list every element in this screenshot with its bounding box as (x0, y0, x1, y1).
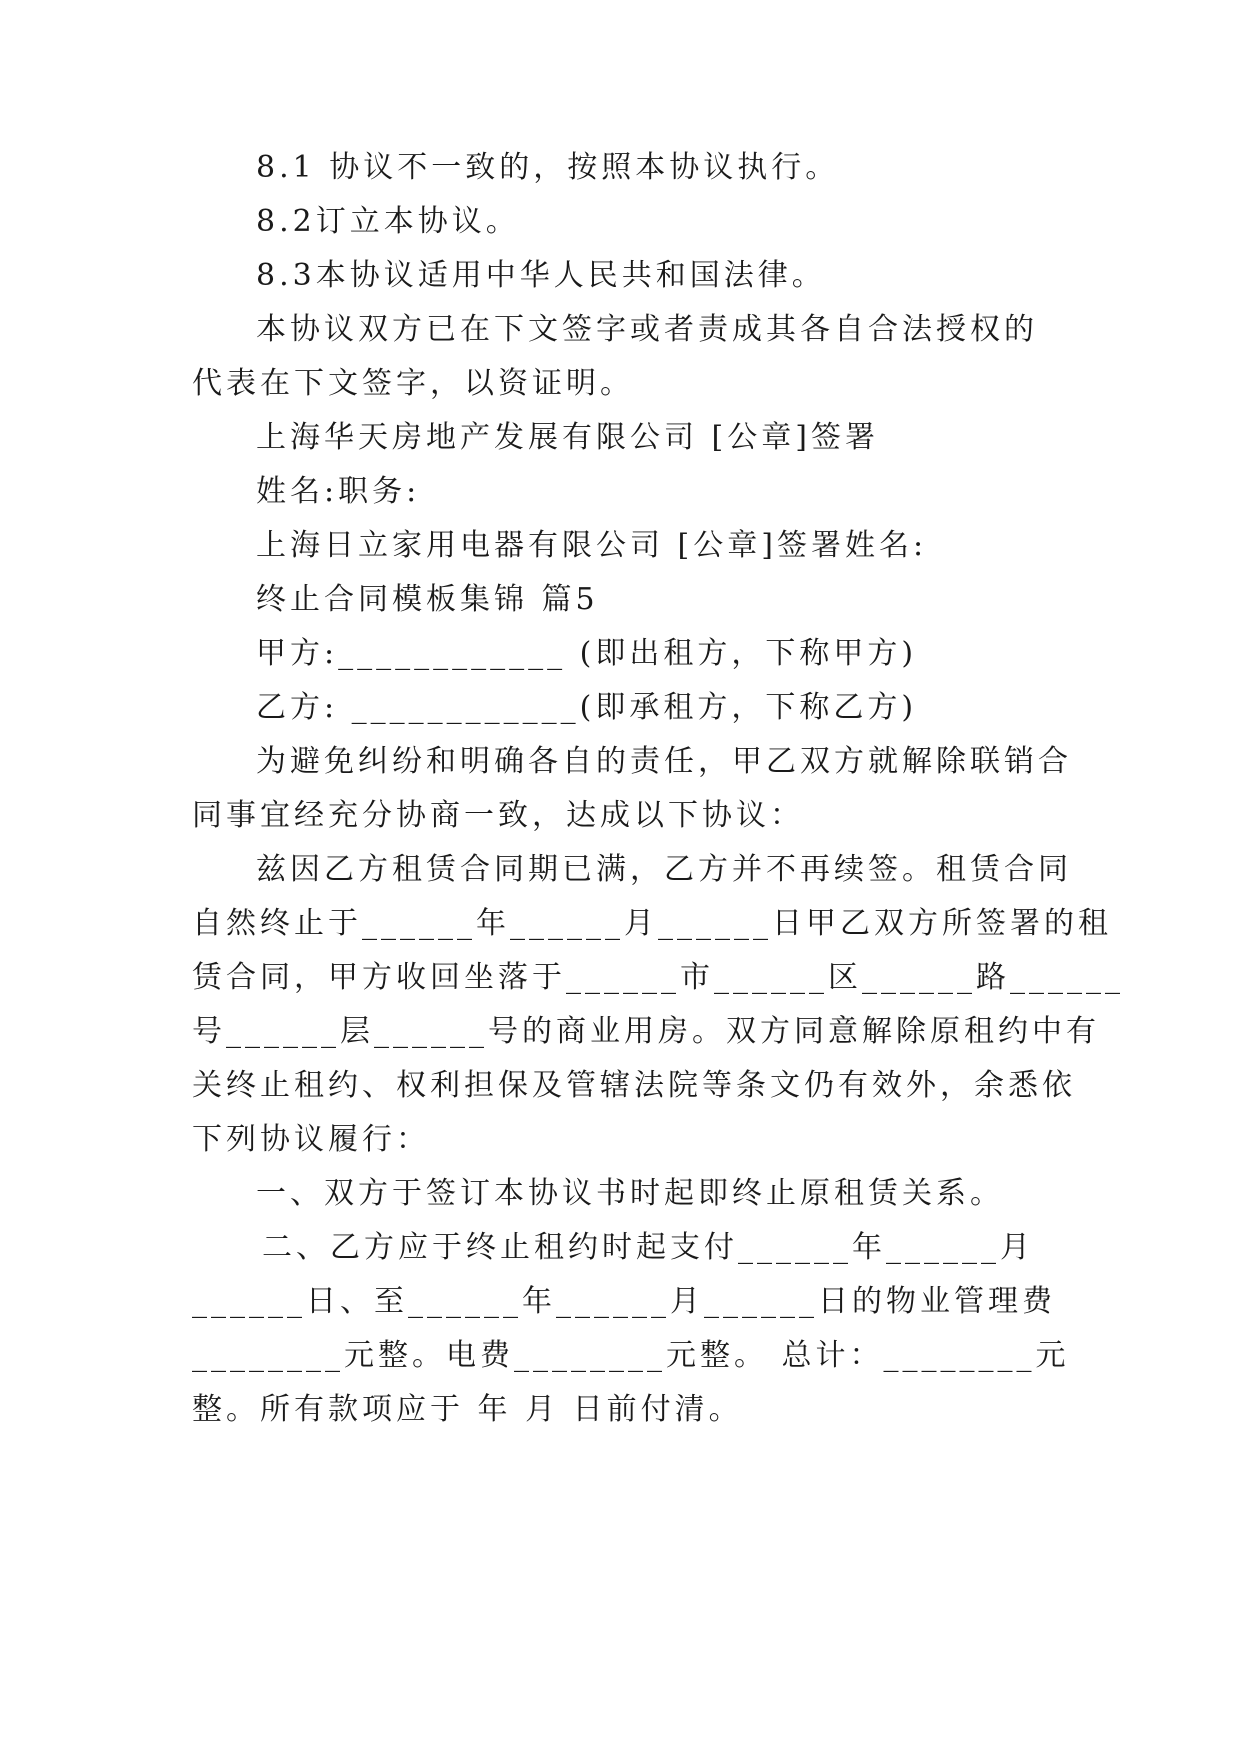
article-one: 一、双方于签订本协议书时起即终止原租赁关系。 (256, 1176, 1004, 1211)
party-a-company-signature: 上海华天房地产发展有限公司 [公章]签署 (256, 420, 879, 455)
article-two-line-2: ______日、至______年______月______日的物业管理费 (192, 1284, 1056, 1319)
preamble-line-1: 为避免纠纷和明确各自的责任，甲乙双方就解除联销合 (256, 744, 1072, 779)
body-paragraph-line-2: 自然终止于______年______月______日甲乙双方所签署的租 (192, 906, 1112, 941)
body-paragraph-line-4: 号______层______号的商业用房。双方同意解除原租约中有 (192, 1014, 1100, 1049)
clause-8-3: 8.3本协议适用中华人民共和国法律。 (256, 258, 826, 293)
clause-8-2: 8.2订立本协议。 (256, 204, 520, 239)
body-paragraph-line-3: 赁合同，甲方收回坐落于______市______区______路______ (192, 960, 1124, 995)
signature-intro-line-1: 本协议双方已在下文签字或者责成其各自合法授权的 (256, 312, 1038, 347)
body-paragraph-line-6: 下列协议履行： (192, 1122, 430, 1157)
body-paragraph-line-5: 关终止租约、权利担保及管辖法院等条文仍有效外，余悉依 (192, 1068, 1076, 1103)
section-heading: 终止合同模板集锦 篇5 (256, 582, 599, 617)
party-b-line: 乙方: ____________(即承租方，下称乙方) (256, 690, 918, 725)
party-b-company-signature: 上海日立家用电器有限公司 [公章]签署姓名: (256, 528, 928, 563)
article-two-line-4: 整。所有款项应于 年 月 日前付清。 (192, 1392, 743, 1427)
body-paragraph-line-1: 兹因乙方租赁合同期已满，乙方并不再续签。租赁合同 (256, 852, 1072, 887)
preamble-line-2: 同事宜经充分协商一致，达成以下协议： (192, 798, 804, 833)
article-two-line-3: ________元整。电费________元整。 总计：________元 (192, 1338, 1070, 1373)
article-two-line-1: 二、乙方应于终止租约时起支付______年______月 (262, 1230, 1034, 1265)
name-title-line: 姓名:职务: (256, 474, 421, 509)
party-a-line: 甲方:____________ (即出租方，下称甲方) (256, 636, 918, 671)
clause-8-1: 8.1 协议不一致的，按照本协议执行。 (256, 150, 840, 185)
signature-intro-line-2: 代表在下文签字，以资证明。 (192, 366, 634, 401)
